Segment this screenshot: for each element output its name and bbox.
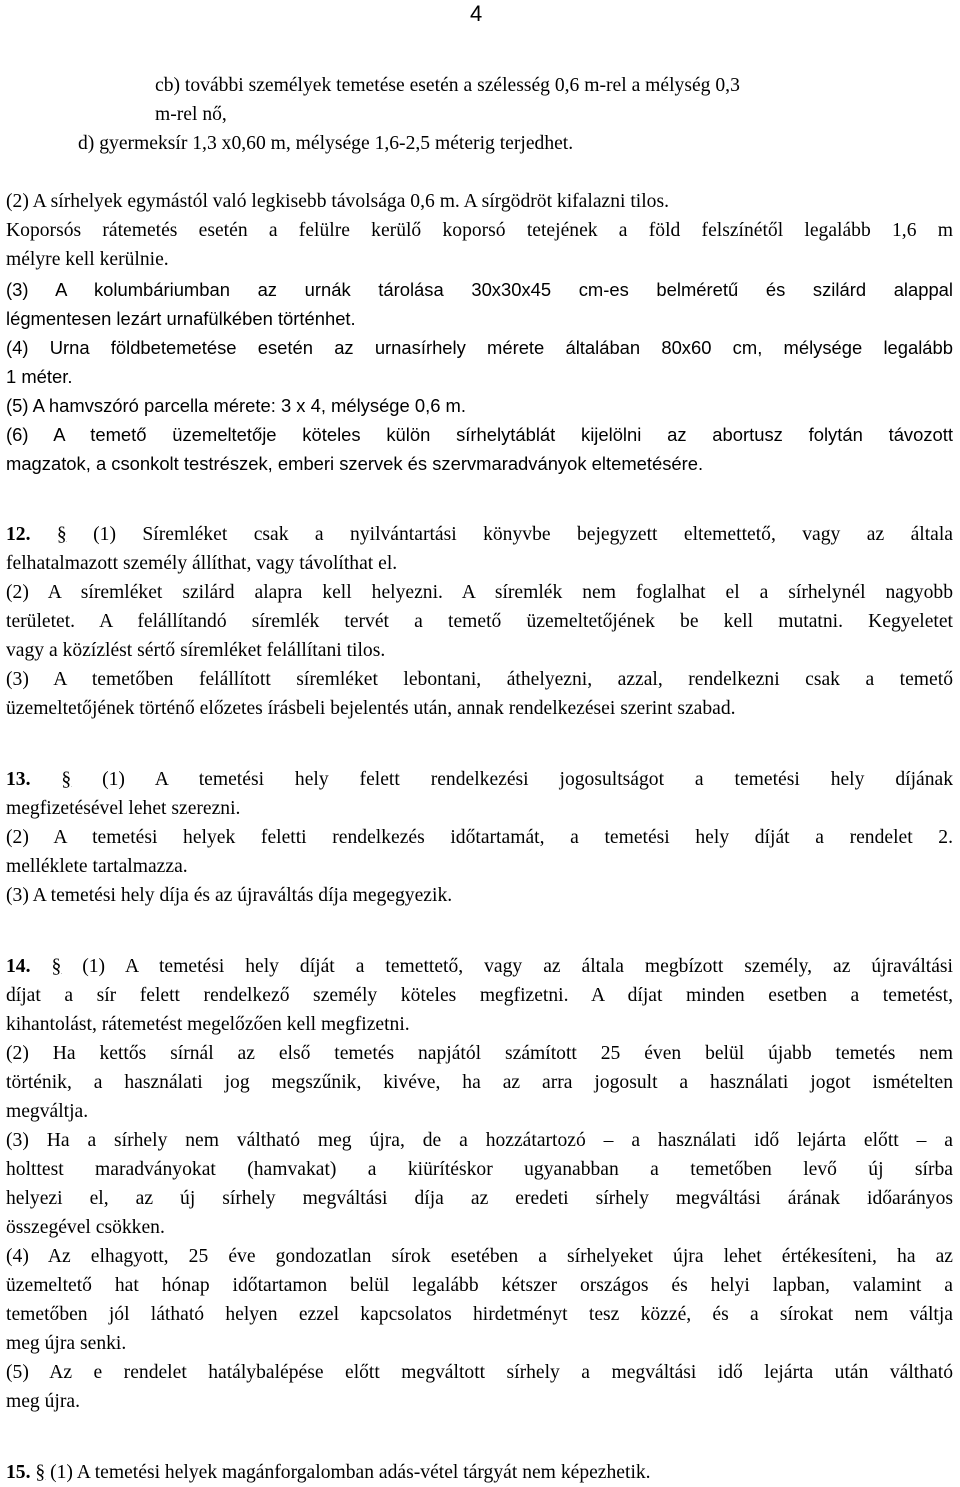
list-item-cb-line1: cb) további személyek temetése esetén a szélesség 0,6 m-rel a mélység 0,3 bbox=[155, 75, 740, 96]
section-number: 15. bbox=[6, 1462, 31, 1483]
section-14-p4-line4: meg újra senki. bbox=[6, 1333, 127, 1354]
section-14-p3-line3: helyezi el, az új sírhely megváltási díja az eredeti sírhely megváltási árának időarányos bbox=[6, 1188, 953, 1209]
section-number: 13. bbox=[6, 769, 31, 790]
paragraph-3-line1: (3) A kolumbáriumban az urnák tárolása 30x30x45 cm-es belméretű és szilárd alappal bbox=[6, 279, 953, 300]
section-12-p1-line1 bbox=[6, 520, 953, 549]
section-sign: § bbox=[35, 1462, 46, 1483]
section-14-p4-line1: (4) Az elhagyott, 25 éve gondozatlan sírok esetében a sírhelyeket újra lehet értékesíteni, ha az bbox=[6, 1246, 953, 1267]
section-12-p3-line2: üzemeltetőjének történő előzetes írásbeli bejelentés után, annak rendelkezései szerint szabad. bbox=[6, 698, 736, 719]
section-13-p1-line1 bbox=[6, 765, 953, 794]
section-12-p2-line3: vagy a közízlést sértő síremléket felállítani tilos. bbox=[6, 640, 386, 661]
list-item-d-text: d) gyermeksír 1,3 x0,60 m, mélysége 1,6-2,5 méterig terjedhet. bbox=[78, 133, 574, 154]
section-14-p2-line3: megváltja. bbox=[6, 1101, 89, 1122]
section-13-p2-line1: (2) A temetési helyek feletti rendelkezés időtartamát, a temetési hely díját a rendelet 2. bbox=[6, 827, 953, 848]
section-14-p3-line1: (3) Ha a sírhely nem váltható meg újra, de a hozzátartozó – a használati idő lejárta előtt – a bbox=[6, 1130, 953, 1151]
list-item-cb-line2: m-rel nő, bbox=[155, 104, 227, 125]
section-12-p1-text: (1) Síremléket csak a nyilvántartási könyvbe bejegyzett eltemettető, vagy az általa bbox=[66, 524, 953, 545]
list-item-d bbox=[78, 129, 573, 158]
section-14-p1-text: (1) A temetési hely díját a temettető, vagy az általa megbízott személy, az újraváltási bbox=[61, 956, 953, 977]
paragraph-6-line2: magzatok, a csonkolt testrészek, emberi szervek és szervmaradványok eltemetésére. bbox=[6, 453, 704, 474]
paragraph-4-line1: (4) Urna földbetemetése esetén az urnasírhely mérete általában 80x60 cm, mélysége legalább bbox=[6, 337, 953, 358]
section-sign: § bbox=[56, 524, 67, 545]
section-13 bbox=[6, 765, 953, 910]
section-14-p2-line1: (2) Ha kettős sírnál az első temetés napjától számított 25 éven belül újabb temetés nem bbox=[6, 1043, 953, 1064]
section-14-p3-line4: összegével csökken. bbox=[6, 1217, 165, 1238]
section-13-p1-text: (1) A temetési hely felett rendelkezési jogosultságot a temetési hely díjának bbox=[71, 769, 953, 790]
section-sign: § bbox=[51, 956, 62, 977]
section-13-p3: (3) A temetési hely díja és az újraváltás díja megegyezik. bbox=[6, 885, 453, 906]
section-13-p1-line2: megfizetésével lehet szerezni. bbox=[6, 798, 241, 819]
paragraph-2-line2: Koporsós rátemetés esetén a felülre kerülő koporsó tetejének a föld felszínétől legalább 1,6 m bbox=[6, 220, 953, 241]
section-14-p5-line1: (5) Az e rendelet hatálybalépése előtt megváltott sírhely a megváltási idő lejárta után váltható bbox=[6, 1362, 953, 1383]
section-15-p1-text: (1) A temetési helyek magánforgalomban adás-vétel tárgyát nem képezhetik. bbox=[45, 1462, 651, 1483]
paragraph-2-line3: mélyre kell kerülnie. bbox=[6, 249, 169, 270]
paragraph-2 bbox=[6, 187, 953, 274]
section-number: 14. bbox=[6, 956, 31, 977]
section-14-p1-line3: kihantolást, rátemetést megelőzően kell megfizetni. bbox=[6, 1014, 410, 1035]
section-number: 12. bbox=[6, 524, 31, 545]
paragraph-4-line2: 1 méter. bbox=[6, 366, 73, 387]
sans-block bbox=[6, 275, 953, 478]
section-14-p1-line1 bbox=[6, 952, 953, 981]
paragraph-5: (5) A hamvszóró parcella mérete: 3 x 4, mélysége 0,6 m. bbox=[6, 395, 466, 416]
section-14-p2-line2: történik, a használati jog megszűnik, kivéve, ha az arra jogosult a használati jogot ismételten bbox=[6, 1072, 953, 1093]
section-14-p1-line2: díjat a sír felett rendelkező személy köteles megfizetni. A díjat minden esetben a temetést, bbox=[6, 985, 953, 1006]
section-15 bbox=[6, 1458, 953, 1487]
list-item-cb bbox=[155, 71, 740, 129]
paragraph-6-line1: (6) A temető üzemeltetője köteles külön sírhelytáblát kijelölni az abortusz folytán távozott bbox=[6, 424, 953, 445]
section-14-p4-line3: temetőben jól látható helyen ezzel kapcsolatos hirdetményt tesz közzé, és a sírokat nem váltja bbox=[6, 1304, 953, 1325]
section-12-p3-line1: (3) A temetőben felállított síremléket lebontani, áthelyezni, azzal, rendelkezni csak a temető bbox=[6, 669, 953, 690]
section-15-p1 bbox=[6, 1458, 953, 1487]
section-14-p3-line2: holttest maradványokat (hamvakat) a kiürítéskor ugyanabban a temetőben levő új sírba bbox=[6, 1159, 953, 1180]
paragraph-3-line2: légmentesen lezárt urnafülkében történhet. bbox=[6, 308, 356, 329]
section-14-p5-line2: meg újra. bbox=[6, 1391, 80, 1412]
section-13-p2-line2: melléklete tartalmazza. bbox=[6, 856, 188, 877]
section-14 bbox=[6, 952, 953, 1416]
section-12-p1-line2: felhatalmazott személy állíthat, vagy távolíthat el. bbox=[6, 553, 398, 574]
section-12-p2-line2: területet. A felállítandó síremlék tervét a temető üzemeltetőjének be kell mutatni. Kegyeletet bbox=[6, 611, 953, 632]
section-12 bbox=[6, 520, 953, 723]
page-number: 4 bbox=[470, 1, 483, 26]
paragraph-2-line1: (2) A sírhelyek egymástól való legkisebb távolsága 0,6 m. A sírgödröt kifalazni tilos. bbox=[6, 191, 670, 212]
section-14-p4-line2: üzemeltető hat hónap időtartamon belül legalább kétszer országos és helyi lapban, valamint a bbox=[6, 1275, 953, 1296]
section-sign: § bbox=[61, 769, 72, 790]
section-12-p2-line1: (2) A síremléket szilárd alapra kell helyezni. A síremlék nem foglalhat el a sírhelynél nagyobb bbox=[6, 582, 953, 603]
